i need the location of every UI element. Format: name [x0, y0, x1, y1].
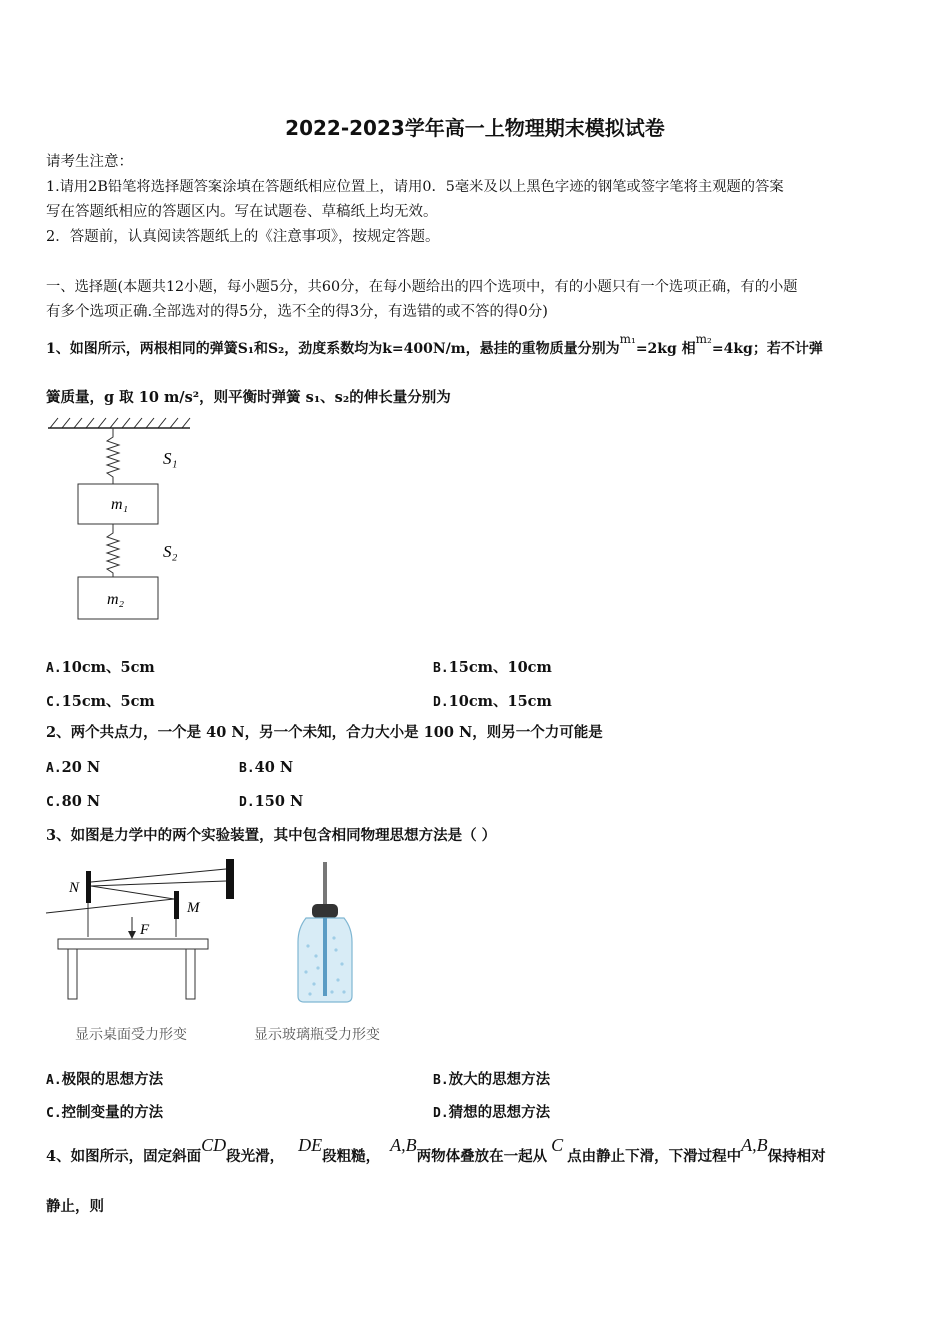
option-label: C. [46, 695, 62, 710]
option-text: 20 N [61, 759, 101, 776]
option-text: 10cm、15cm [448, 693, 552, 710]
q3-option-a[interactable] [46, 1068, 163, 1089]
notice-item-2: 2．答题前，认真阅读答题纸上的《注意事项》，按规定答题。 [46, 229, 440, 245]
q4-segment-cd: CD [201, 1135, 227, 1155]
option-label: A. [46, 661, 62, 676]
q2-option-d[interactable] [239, 793, 303, 810]
q4-segment-de: DE [298, 1135, 323, 1155]
q3-option-c[interactable] [46, 1101, 163, 1122]
option-text: 80 N [61, 793, 101, 810]
q4-point-c: C [551, 1135, 564, 1155]
q3-option-b[interactable] [433, 1068, 550, 1089]
q2-stem: 2、两个共点力，一个是 40 N，另一个未知，合力大小是 100 N，则另一个力可能是 [46, 724, 603, 741]
q1-fig-label-s1: S₁ [163, 449, 178, 468]
section-1-line-2: 有多个选项正确.全部选对的得5分，选不全的得3分，有选错的或不答的得0分) [46, 304, 548, 320]
q1-fig-label-s2: S₂ [163, 542, 178, 561]
q1-m1-value: =2kg 相 [635, 341, 696, 357]
q3-fig-label-f: F [140, 922, 150, 938]
q3-table-mirror-figure [40, 855, 250, 1005]
option-text: 猜想的思想方法 [448, 1104, 551, 1121]
q1-stem-text: 1、如图所示，两根相同的弹簧S₁和S₂，劲度系数均为k=400N/m，悬挂的重物质量分别为 [46, 341, 620, 357]
option-label: B. [433, 1073, 449, 1088]
q2-option-b[interactable] [239, 759, 293, 776]
q4-text-4: 两物体叠放在一起从 [416, 1148, 548, 1165]
q4-text-5: 点由静止下滑，下滑过程中 [567, 1148, 742, 1165]
option-text: 150 N [254, 793, 304, 810]
q3-caption-right: 显示玻璃瓶受力形变 [254, 1027, 380, 1043]
q2-option-c[interactable] [46, 793, 100, 810]
q4-text-2: 段光滑， [226, 1148, 285, 1165]
notice-item-1-line-1: 1.请用2B铅笔将选择题答案涂填在答题纸相应位置上，请用0．5毫米及以上黑色字迹的钢笔或签字笔将主观题的答案 [46, 179, 784, 195]
q1-stem-line-2: 簧质量，g 取 10 m/s²，则平衡时弹簧 s₁、s₂的伸长量分别为 [46, 389, 451, 406]
option-text: 15cm、5cm [61, 693, 155, 710]
q3-fig-label-m: M [187, 900, 200, 916]
option-text: 控制变量的方法 [61, 1104, 164, 1121]
q3-caption-left: 显示桌面受力形变 [75, 1027, 187, 1043]
option-text: 10cm、5cm [61, 659, 155, 676]
option-text: 15cm、10cm [448, 659, 552, 676]
option-label: B. [433, 661, 449, 676]
q1-m2-symbol: m₂ [695, 332, 712, 346]
q4-stem-line-1 [46, 1135, 826, 1168]
option-text: 极限的思想方法 [61, 1071, 164, 1088]
q1-stem-line-1 [46, 332, 823, 360]
notice-heading: 请考生注意： [46, 154, 133, 170]
option-label: C. [46, 1106, 62, 1121]
q4-stem-line-2: 静止，则 [46, 1198, 104, 1215]
q1-option-a[interactable] [46, 656, 155, 677]
option-label: C. [46, 795, 62, 810]
q3-stem: 3、如图是力学中的两个实验装置，其中包含相同物理思想方法是（ ） [46, 827, 497, 844]
q1-fig-label-m2: m₂ [107, 591, 125, 608]
q1-m1-symbol: m₁ [619, 332, 636, 346]
option-label: D. [433, 1106, 449, 1121]
option-label: D. [239, 795, 255, 810]
option-label: D. [433, 695, 449, 710]
q3-glass-bottle-figure [290, 860, 362, 1005]
q1-m2-value: =4kg；若不计弹 [711, 341, 823, 357]
option-label: B. [239, 761, 255, 776]
q4-text-3: 段粗糙， [322, 1148, 381, 1165]
q1-spring-figure [40, 415, 200, 625]
q1-option-d[interactable] [433, 690, 552, 711]
q1-option-b[interactable] [433, 656, 552, 677]
q1-fig-label-m1: m₁ [111, 496, 129, 513]
option-label: A. [46, 1073, 62, 1088]
option-text: 40 N [254, 759, 294, 776]
q4-text-1: 4、如图所示，固定斜面 [46, 1148, 202, 1165]
q4-objects-ab: A,B [390, 1135, 417, 1155]
q3-fig-label-n: N [69, 880, 80, 896]
q3-option-d[interactable] [433, 1101, 550, 1122]
section-1-line-1: 一、选择题(本题共12小题，每小题5分，共60分，在每小题给出的四个选项中，有的小题只有一个选项正确，有的小题 [46, 279, 798, 295]
q4-text-6: 保持相对 [767, 1148, 826, 1165]
option-label: A. [46, 761, 62, 776]
q1-option-c[interactable] [46, 690, 155, 711]
option-text: 放大的思想方法 [448, 1071, 551, 1088]
notice-item-1-line-2: 写在答题纸相应的答题区内。写在试题卷、草稿纸上均无效。 [46, 204, 438, 220]
q2-option-a[interactable] [46, 759, 100, 776]
q4-objects-ab-2: A,B [741, 1135, 768, 1155]
page-title: 2022-2023学年高一上物理期末模拟试卷 [285, 116, 665, 140]
